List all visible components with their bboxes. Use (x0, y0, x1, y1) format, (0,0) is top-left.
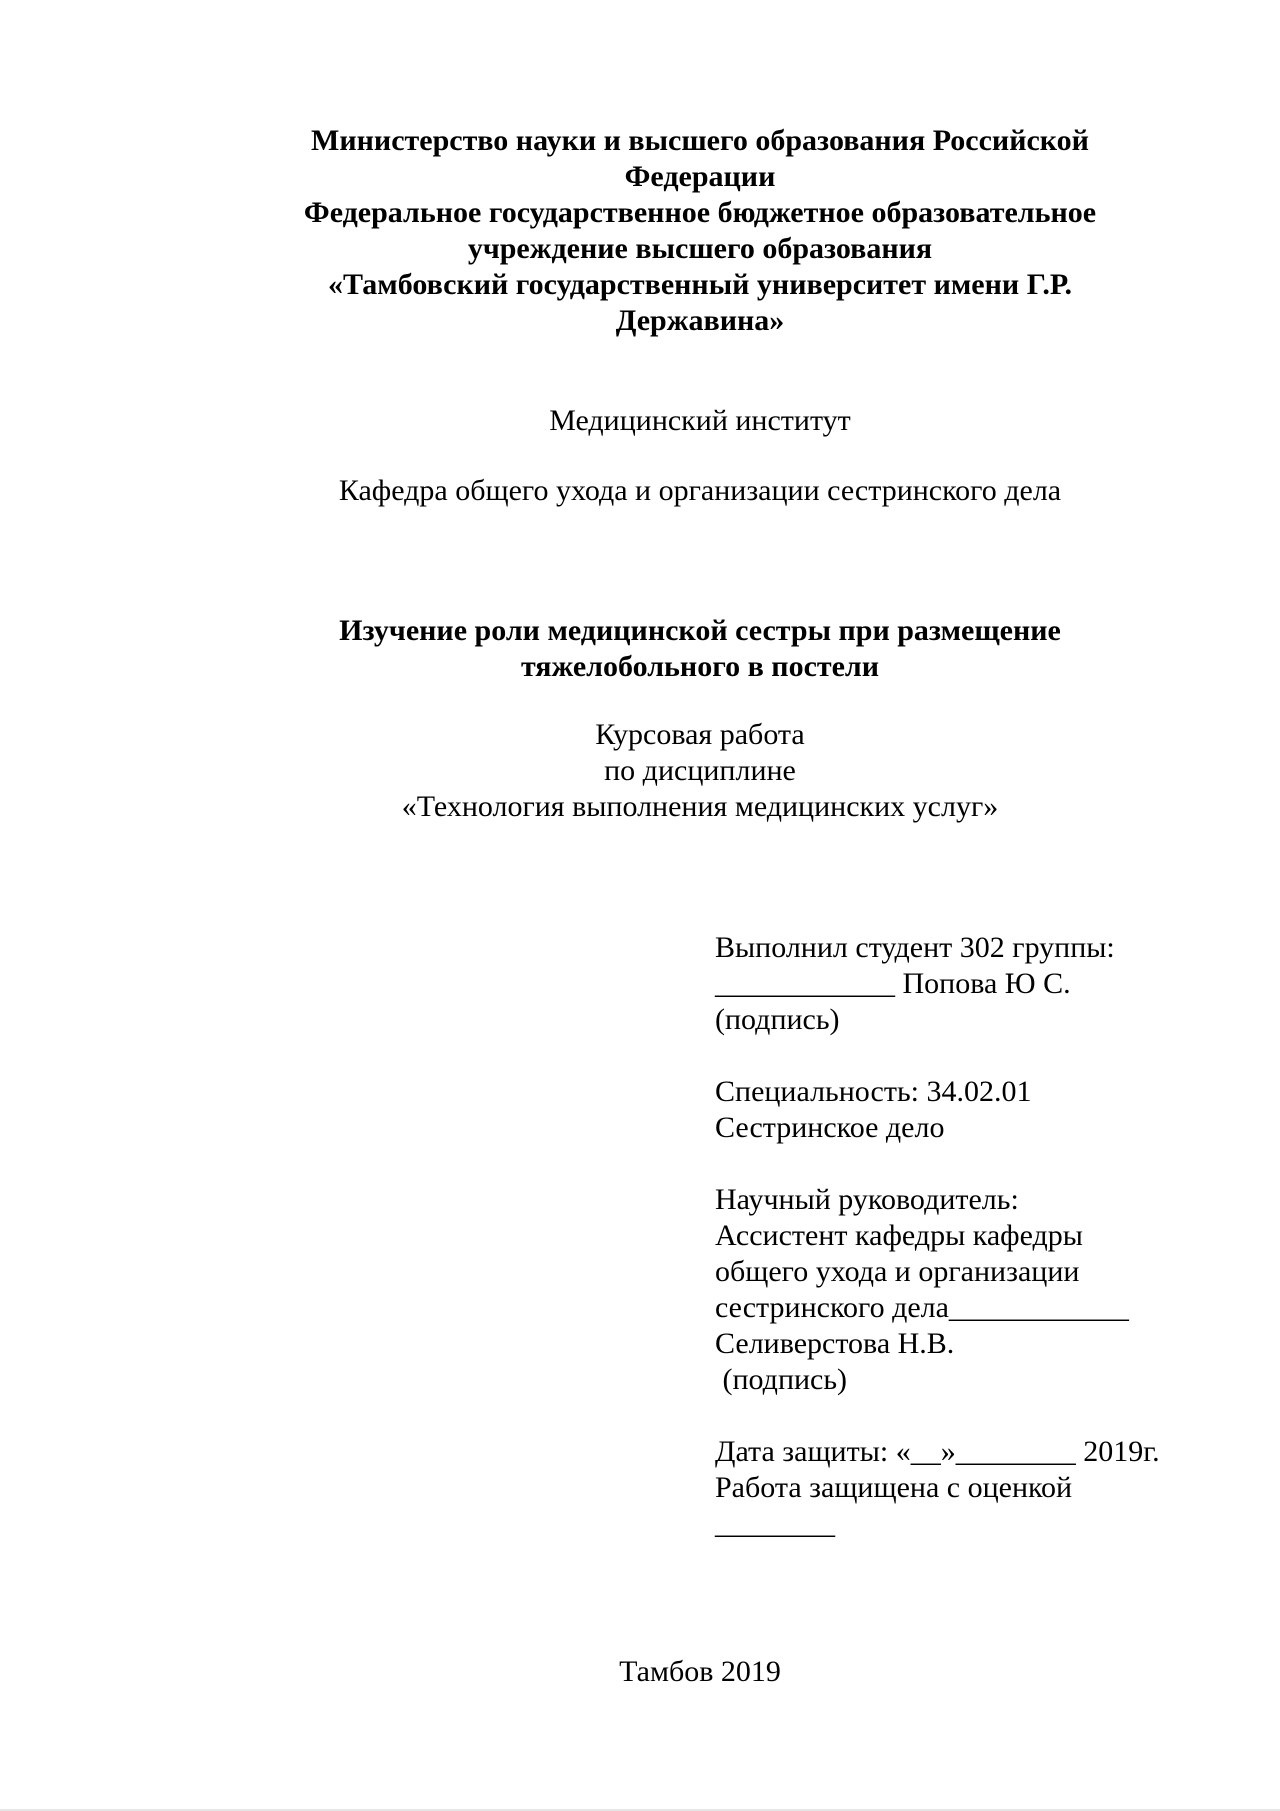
supervisor-signature-line: сестринского дела____________ (715, 1291, 1129, 1324)
supervisor-position-line: Ассистент кафедры кафедры (715, 1219, 1083, 1252)
header-line: Федерации (624, 160, 776, 193)
header-line: «Тамбовский государственный университет имени Г.Р. (328, 268, 1072, 301)
header-line: Державина» (615, 304, 785, 337)
credits-block (715, 930, 1190, 1542)
signature-caption: (подпись) (715, 1363, 848, 1396)
work-type-line: Курсовая работа (595, 718, 805, 751)
blank-line (715, 1398, 1190, 1434)
department-name: Кафедра общего ухода и организации сестринского дела (338, 474, 1062, 507)
blank-line (715, 1146, 1190, 1182)
work-subtitle (210, 717, 1190, 825)
supervisor-position-line: общего ухода и организации (715, 1255, 1080, 1288)
institute-name: Медицинский институт (549, 404, 851, 437)
grade-line: Работа защищена с оценкой (715, 1471, 1073, 1504)
ministry-university-header (210, 123, 1190, 339)
header-line: Министерство науки и высшего образования Российской (311, 124, 1089, 157)
discipline-label-line: по дисциплине (604, 754, 796, 787)
supervisor-label-line: Научный руководитель: (715, 1183, 1019, 1216)
work-title-line: Изучение роли медицинской сестры при размещение (339, 614, 1061, 647)
student-line: Выполнил студент 302 группы: (715, 931, 1115, 964)
grade-blank-line: ________ (715, 1507, 835, 1540)
discipline-name-line: «Технология выполнения медицинских услуг» (401, 790, 999, 823)
blank-line (715, 1038, 1190, 1074)
work-title (210, 613, 1190, 685)
city-year-footer: Тамбов 2019 (619, 1655, 781, 1688)
signature-caption: (подпись) (715, 1003, 840, 1036)
header-line: Федеральное государственное бюджетное образовательное (303, 196, 1097, 229)
defense-date-line: Дата защиты: «__»________ 2019г. (715, 1435, 1160, 1468)
student-signature-line: ____________ Попова Ю С. (715, 967, 1071, 1000)
supervisor-name-line: Селиверстова Н.В. (715, 1327, 955, 1360)
work-title-line: тяжелобольного в постели (520, 650, 880, 683)
specialty-name-line: Сестринское дело (715, 1111, 945, 1144)
header-line: учреждение высшего образования (467, 232, 933, 265)
specialty-code-line: Специальность: 34.02.01 (715, 1075, 1032, 1108)
